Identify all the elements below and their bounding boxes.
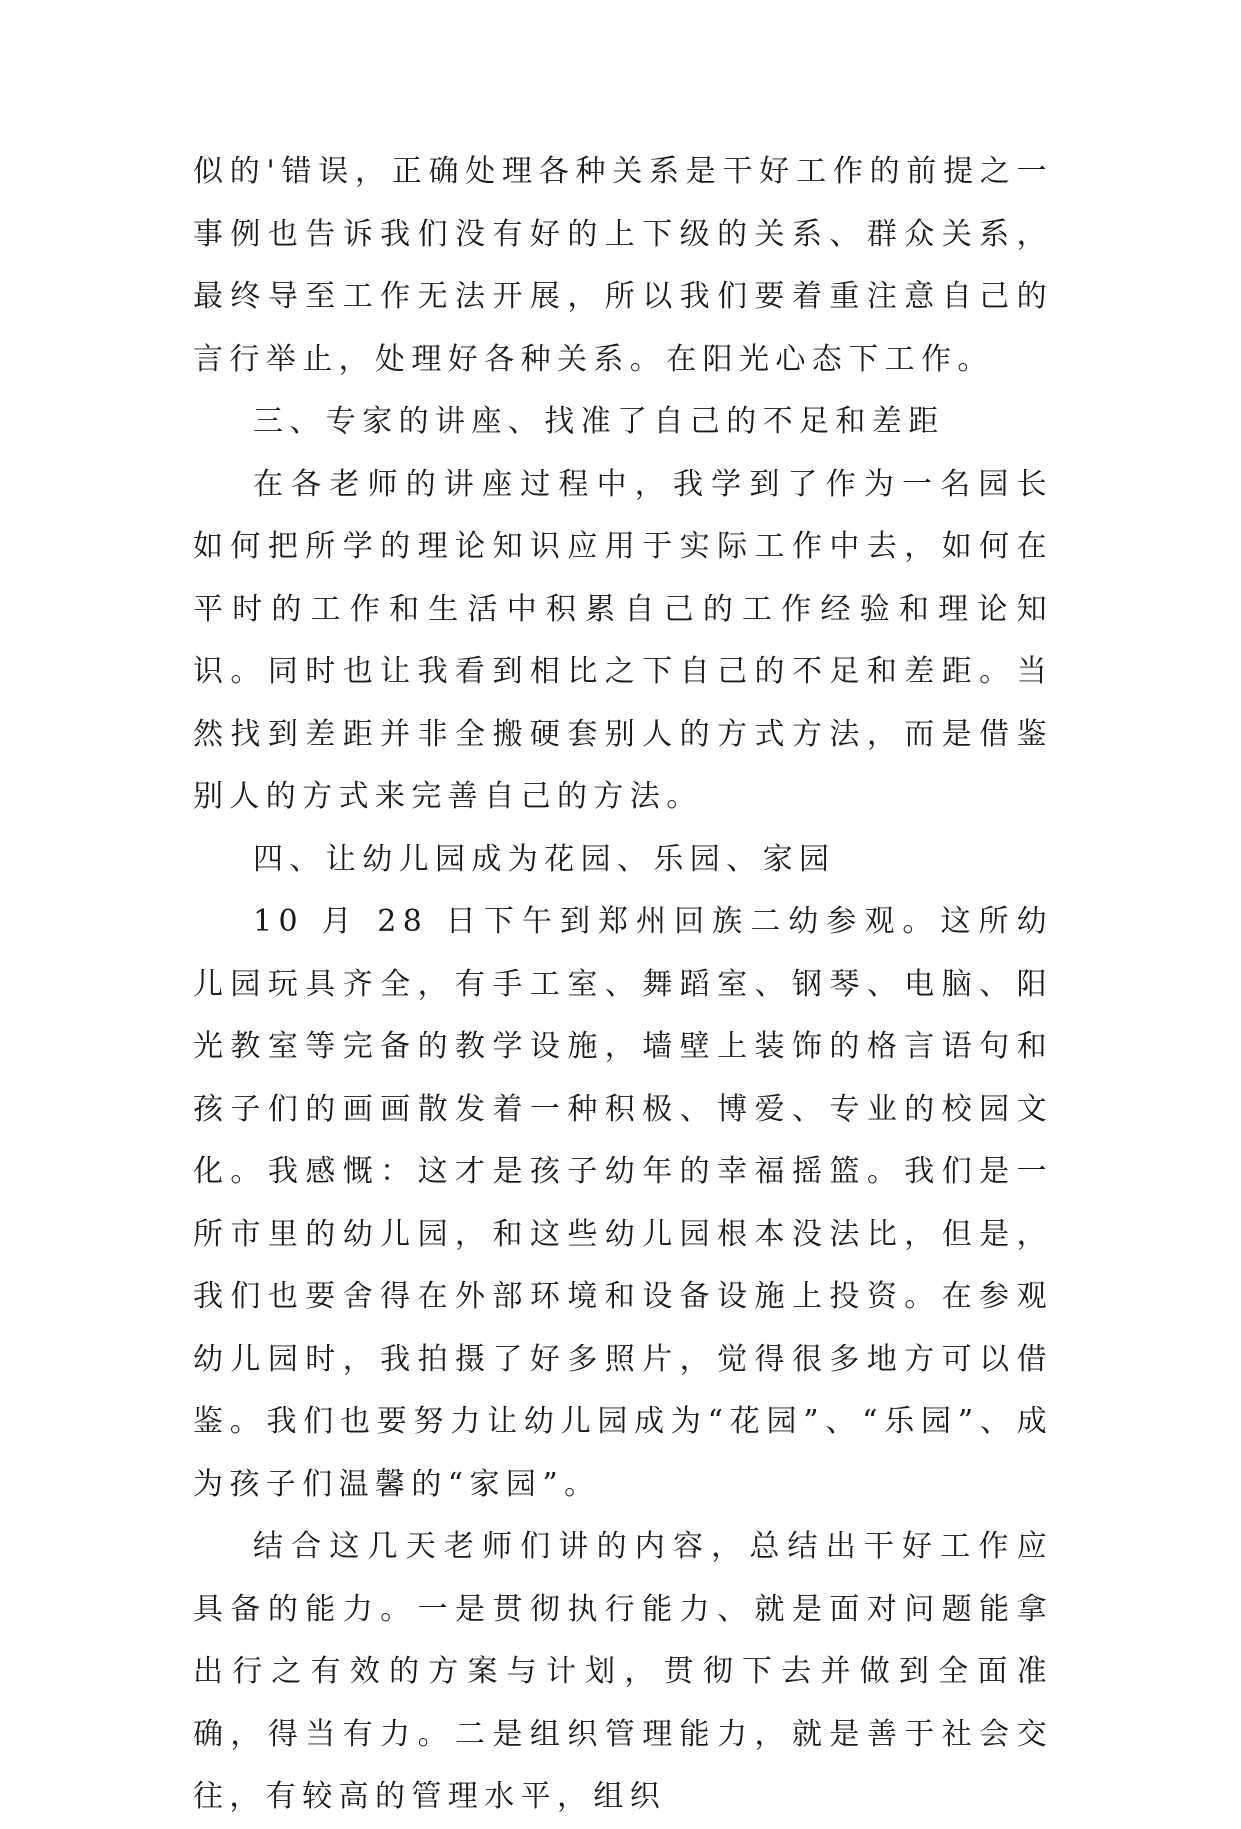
heading-section-four: 四、让幼儿园成为花园、乐园、家园	[253, 841, 836, 877]
heading-section-three: 三、专家的讲座、找准了自己的不足和差距	[253, 404, 945, 439]
paragraph-lectures: 在各老师的讲座过程中，我学到了作为一名园长如何把所学的理论知识应用于实际工作中去，如何在平时的工作和生活中积累自己的工作经验和理论知识。同时也让我看到相比之下自己的不足和差距。当然找到差距并非全搬硬套别人的方式方法，而是借鉴别人的方式来完善自己的方法。	[193, 466, 1053, 814]
paragraph-abilities-summary: 结合这几天老师们讲的内容，总结出干好工作应具备的能力。一是贯彻执行能力、就是面对问题能拿出行之有效的方案与计划，贯彻下去并做到全面准确，得当有力。二是组织管理能力，就是善于社会交往，有较高的管理水平，组织	[193, 1529, 1053, 1814]
document-body	[193, 141, 1053, 1829]
paragraph-kindergarten-visit: 10 月 28 日下午到郑州回族二幼参观。这所幼儿园玩具齐全，有手工室、舞蹈室、钢琴、电脑、阳光教室等完备的教学设施，墙壁上装饰的格言语句和孩子们的画画散发着一种积极、博爱、专业的校园文化。我感慨：这才是孩子幼年的幸福摇篮。我们是一所市里的幼儿园，和这些幼儿园根本没法比，但是，我们也要舍得在外部环境和设备设施上投资。在参观幼儿园时，我拍摄了好多照片，觉得很多地方可以借鉴。我们也要努力让幼儿园成为“花园”、“乐园”、成为孩子们温馨的“家园”。	[193, 904, 1053, 1502]
paragraph-relationships: 似的'错误，正确处理各种关系是干好工作的前提之一事例也告诉我们没有好的上下级的关系、群众关系，最终导至工作无法开展，所以我们要着重注意自己的言行举止，处理好各种关系。在阳光心态下工作。	[193, 154, 1053, 377]
